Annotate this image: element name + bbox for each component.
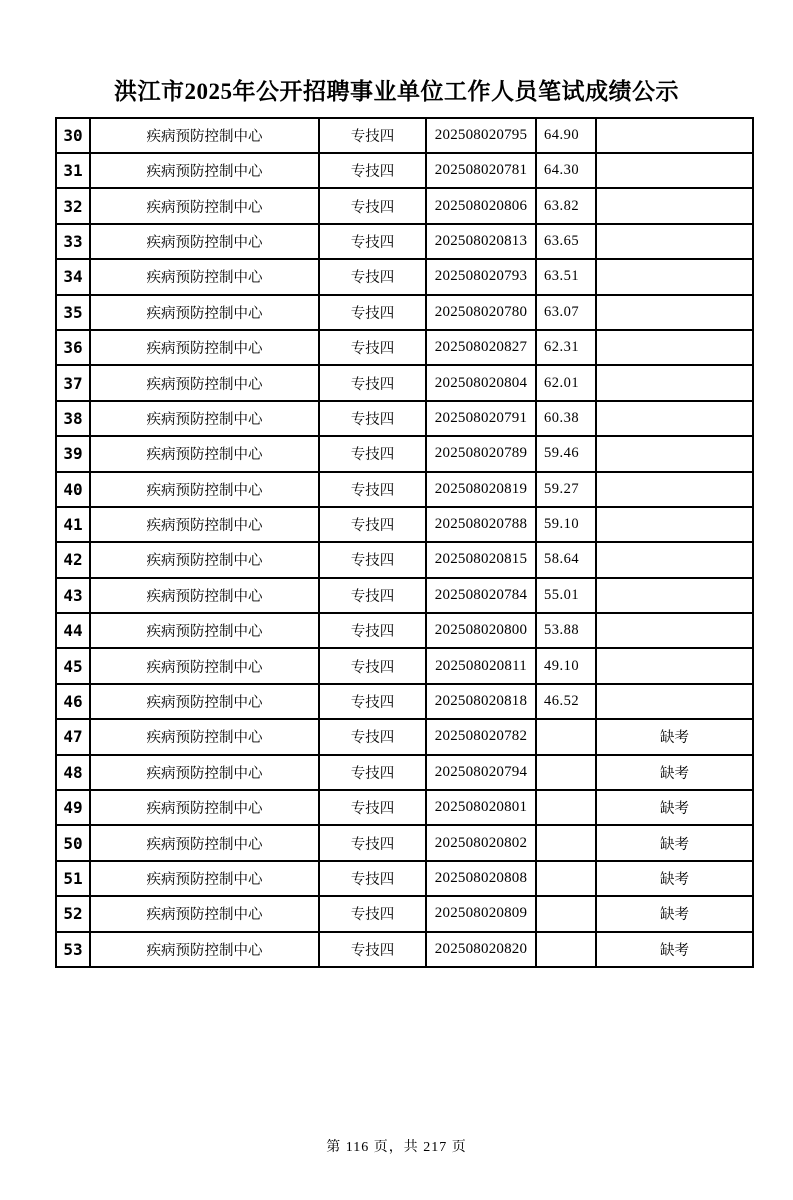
table-row [56,401,753,436]
remark-cell [596,578,753,613]
score-cell: 63.82 [536,188,596,223]
row-number-cell: 46 [56,684,90,719]
position-code-cell: 专技四 [319,224,426,259]
unit-name-cell: 疾病预防控制中心 [90,436,319,471]
table-row [56,472,753,507]
exam-number-cell: 202508020818 [426,684,536,719]
exam-number-cell: 202508020800 [426,613,536,648]
exam-number-cell: 202508020780 [426,295,536,330]
score-cell [536,755,596,790]
table-row [56,188,753,223]
row-number-cell: 31 [56,153,90,188]
score-cell: 55.01 [536,578,596,613]
unit-name-cell: 疾病预防控制中心 [90,648,319,683]
remark-cell [596,648,753,683]
unit-name-cell: 疾病预防控制中心 [90,295,319,330]
remark-cell [596,542,753,577]
row-number-cell: 50 [56,825,90,860]
score-cell: 63.51 [536,259,596,294]
exam-number-cell: 202508020815 [426,542,536,577]
position-code-cell: 专技四 [319,932,426,967]
remark-cell [596,295,753,330]
row-number-cell: 32 [56,188,90,223]
exam-number-cell: 202508020806 [426,188,536,223]
exam-number-cell: 202508020794 [426,755,536,790]
table-row [56,330,753,365]
exam-number-cell: 202508020820 [426,932,536,967]
remark-cell [596,188,753,223]
unit-name-cell: 疾病预防控制中心 [90,613,319,648]
table-row [56,861,753,896]
row-number-cell: 49 [56,790,90,825]
score-table [55,117,754,968]
position-code-cell: 专技四 [319,825,426,860]
row-number-cell: 30 [56,118,90,153]
exam-number-cell: 202508020789 [426,436,536,471]
score-table-body [56,118,753,967]
row-number-cell: 37 [56,365,90,400]
row-number-cell: 40 [56,472,90,507]
row-number-cell: 34 [56,259,90,294]
exam-number-cell: 202508020795 [426,118,536,153]
score-cell: 49.10 [536,648,596,683]
remark-cell [596,259,753,294]
score-cell [536,896,596,931]
remark-cell: 缺考 [596,932,753,967]
position-code-cell: 专技四 [319,648,426,683]
remark-cell [596,472,753,507]
row-number-cell: 38 [56,401,90,436]
row-number-cell: 33 [56,224,90,259]
score-cell: 53.88 [536,613,596,648]
exam-number-cell: 202508020802 [426,825,536,860]
exam-number-cell: 202508020793 [426,259,536,294]
row-number-cell: 48 [56,755,90,790]
position-code-cell: 专技四 [319,401,426,436]
position-code-cell: 专技四 [319,507,426,542]
table-row [56,507,753,542]
row-number-cell: 53 [56,932,90,967]
unit-name-cell: 疾病预防控制中心 [90,932,319,967]
remark-cell [596,613,753,648]
unit-name-cell: 疾病预防控制中心 [90,188,319,223]
remark-cell: 缺考 [596,825,753,860]
position-code-cell: 专技四 [319,365,426,400]
exam-number-cell: 202508020808 [426,861,536,896]
exam-number-cell: 202508020819 [426,472,536,507]
score-cell: 63.65 [536,224,596,259]
score-cell: 64.90 [536,118,596,153]
position-code-cell: 专技四 [319,118,426,153]
unit-name-cell: 疾病预防控制中心 [90,790,319,825]
exam-number-cell: 202508020791 [426,401,536,436]
table-row [56,719,753,754]
table-row [56,542,753,577]
remark-cell: 缺考 [596,896,753,931]
table-row [56,259,753,294]
row-number-cell: 47 [56,719,90,754]
row-number-cell: 52 [56,896,90,931]
exam-number-cell: 202508020804 [426,365,536,400]
remark-cell [596,330,753,365]
table-row [56,118,753,153]
page-title: 洪江市2025年公开招聘事业单位工作人员笔试成绩公示 [114,79,679,104]
score-cell: 63.07 [536,295,596,330]
row-number-cell: 39 [56,436,90,471]
score-cell: 60.38 [536,401,596,436]
position-code-cell: 专技四 [319,861,426,896]
remark-cell [596,507,753,542]
unit-name-cell: 疾病预防控制中心 [90,365,319,400]
unit-name-cell: 疾病预防控制中心 [90,472,319,507]
position-code-cell: 专技四 [319,896,426,931]
unit-name-cell: 疾病预防控制中心 [90,578,319,613]
exam-number-cell: 202508020781 [426,153,536,188]
position-code-cell: 专技四 [319,472,426,507]
exam-number-cell: 202508020827 [426,330,536,365]
score-cell: 62.31 [536,330,596,365]
position-code-cell: 专技四 [319,436,426,471]
remark-cell [596,401,753,436]
row-number-cell: 36 [56,330,90,365]
position-code-cell: 专技四 [319,295,426,330]
remark-cell: 缺考 [596,719,753,754]
exam-number-cell: 202508020801 [426,790,536,825]
score-cell [536,932,596,967]
score-cell: 59.46 [536,436,596,471]
document-page [0,78,793,1200]
table-row [56,436,753,471]
table-row [56,648,753,683]
remark-cell [596,365,753,400]
score-cell [536,825,596,860]
unit-name-cell: 疾病预防控制中心 [90,118,319,153]
remark-cell [596,684,753,719]
unit-name-cell: 疾病预防控制中心 [90,684,319,719]
remark-cell: 缺考 [596,790,753,825]
score-cell: 58.64 [536,542,596,577]
score-cell: 62.01 [536,365,596,400]
remark-cell [596,118,753,153]
unit-name-cell: 疾病预防控制中心 [90,861,319,896]
row-number-cell: 41 [56,507,90,542]
exam-number-cell: 202508020788 [426,507,536,542]
unit-name-cell: 疾病预防控制中心 [90,825,319,860]
position-code-cell: 专技四 [319,719,426,754]
score-cell: 46.52 [536,684,596,719]
unit-name-cell: 疾病预防控制中心 [90,153,319,188]
table-row [56,684,753,719]
row-number-cell: 35 [56,295,90,330]
unit-name-cell: 疾病预防控制中心 [90,330,319,365]
exam-number-cell: 202508020809 [426,896,536,931]
remark-cell [596,436,753,471]
unit-name-cell: 疾病预防控制中心 [90,401,319,436]
score-cell: 64.30 [536,153,596,188]
table-row [56,224,753,259]
page-footer: 第 116 页，共 217 页 [326,1140,467,1155]
table-row [56,790,753,825]
unit-name-cell: 疾病预防控制中心 [90,224,319,259]
score-cell: 59.10 [536,507,596,542]
remark-cell: 缺考 [596,861,753,896]
table-row [56,825,753,860]
table-row [56,365,753,400]
exam-number-cell: 202508020811 [426,648,536,683]
row-number-cell: 42 [56,542,90,577]
row-number-cell: 51 [56,861,90,896]
table-row [56,755,753,790]
remark-cell [596,153,753,188]
position-code-cell: 专技四 [319,153,426,188]
position-code-cell: 专技四 [319,259,426,294]
row-number-cell: 43 [56,578,90,613]
exam-number-cell: 202508020813 [426,224,536,259]
table-row [56,578,753,613]
position-code-cell: 专技四 [319,755,426,790]
position-code-cell: 专技四 [319,790,426,825]
position-code-cell: 专技四 [319,542,426,577]
position-code-cell: 专技四 [319,684,426,719]
table-row [56,896,753,931]
unit-name-cell: 疾病预防控制中心 [90,542,319,577]
remark-cell: 缺考 [596,755,753,790]
position-code-cell: 专技四 [319,188,426,223]
unit-name-cell: 疾病预防控制中心 [90,896,319,931]
exam-number-cell: 202508020782 [426,719,536,754]
score-cell [536,719,596,754]
exam-number-cell: 202508020784 [426,578,536,613]
position-code-cell: 专技四 [319,613,426,648]
position-code-cell: 专技四 [319,330,426,365]
score-cell [536,790,596,825]
table-row [56,613,753,648]
unit-name-cell: 疾病预防控制中心 [90,259,319,294]
unit-name-cell: 疾病预防控制中心 [90,507,319,542]
row-number-cell: 45 [56,648,90,683]
row-number-cell: 44 [56,613,90,648]
score-cell: 59.27 [536,472,596,507]
unit-name-cell: 疾病预防控制中心 [90,719,319,754]
position-code-cell: 专技四 [319,578,426,613]
unit-name-cell: 疾病预防控制中心 [90,755,319,790]
score-cell [536,861,596,896]
remark-cell [596,224,753,259]
table-row [56,295,753,330]
table-row [56,153,753,188]
table-row [56,932,753,967]
